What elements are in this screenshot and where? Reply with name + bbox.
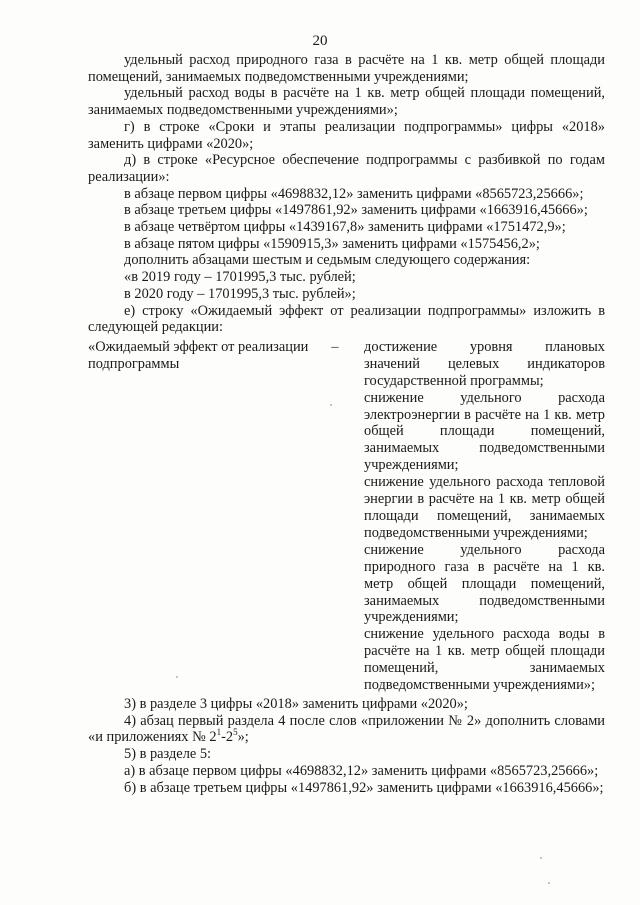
paragraph: в абзаце четвёртом цифры «1439167,8» заменить цифрами «1751472,9»; — [124, 219, 566, 236]
scan-speck — [540, 857, 542, 859]
row-value-item: снижение удельного расхода тепловой энергии в расчёте на 1 кв. метр общей площади помещений, занимаемых подведомственными учреждениями; — [364, 474, 605, 541]
row-label: «Ожидаемый эффект от реализации подпрограммы — [88, 338, 309, 372]
row-value-item: снижение удельного расхода воды в расчёте на 1 кв. метр общей площади помещений, занимаемых подведомственными учреждениями»; — [364, 626, 605, 694]
row-value-item: снижение удельного расхода природного газа в расчёте на 1 кв. метр общей площади помещений, занимаемых подведомственными учреждениями; — [364, 541, 605, 626]
scan-speck — [330, 404, 332, 406]
superscript: 5 — [233, 727, 238, 738]
paragraph-4-dash: -2 — [221, 729, 234, 746]
paragraph: а) в абзаце первом цифры «4698832,12» заменить цифрами «8565723,25666»; — [124, 762, 599, 779]
scan-speck — [548, 882, 550, 884]
paragraph: в 2020 году – 1701995,3 тыс. рублей»; — [124, 285, 356, 302]
paragraph-4-text: 4) абзац первый раздела 4 после слов «приложении № 2» дополнить словами «и приложениях № 2 — [88, 712, 605, 746]
paragraph: г) в строке «Сроки и этапы реализации подпрограммы» цифры «2018» заменить цифрами «2020»; — [88, 118, 605, 152]
paragraph: в абзаце пятом цифры «1590915,3» заменить цифрами «1575456,2»; — [124, 235, 540, 252]
paragraph-4-end: »; — [237, 729, 249, 746]
paragraph: в абзаце третьем цифры «1497861,92» заменить цифрами «1663916,45666»; — [124, 202, 588, 219]
paragraph: д) в строке «Ресурсное обеспечение подпрограммы с разбивкой по годам реализации»: — [88, 152, 605, 185]
paragraph: 3) в разделе 3 цифры «2018» заменить цифрами «2020»; — [124, 695, 468, 712]
paragraph-4 — [88, 713, 605, 746]
paragraph: дополнить абзацами шестым и седьмым следующего содержания: — [124, 252, 531, 269]
row-dash: – — [331, 338, 339, 355]
row-value — [352, 339, 605, 694]
paragraph: «в 2019 году – 1701995,3 тыс. рублей; — [124, 269, 356, 286]
paragraph: е) строку «Ожидаемый эффект от реализации подпрограммы» изложить в следующей редакции: — [88, 302, 605, 336]
row-value-item: снижение удельного расхода электроэнергии в расчёте на 1 кв. метр общей площади помещений, занимаемых подведомственными учреждениями; — [364, 389, 605, 474]
superscript: 1 — [216, 727, 222, 738]
document-body — [88, 52, 605, 796]
paragraph: 5) в разделе 5: — [124, 746, 212, 763]
scan-speck — [176, 676, 178, 678]
paragraph: в абзаце первом цифры «4698832,12» заменить цифрами «8565723,25666»; — [124, 185, 584, 202]
paragraph: удельный расход природного газа в расчёте на 1 кв. метр общей площади помещений, занимаемых подведомственными учреждениями; — [88, 52, 605, 85]
row-value-item: достижение уровня плановых значений целевых индикаторов государственной программы; — [364, 338, 605, 389]
page-number: 20 — [312, 33, 328, 49]
paragraph: б) в абзаце третьем цифры «1497861,92» заменить цифрами «1663916,45666»; — [124, 779, 604, 796]
paragraph: удельный расход воды в расчёте на 1 кв. метр общей площади помещений, занимаемых подведомственными учреждениями»; — [88, 85, 605, 119]
passport-row — [88, 339, 605, 694]
